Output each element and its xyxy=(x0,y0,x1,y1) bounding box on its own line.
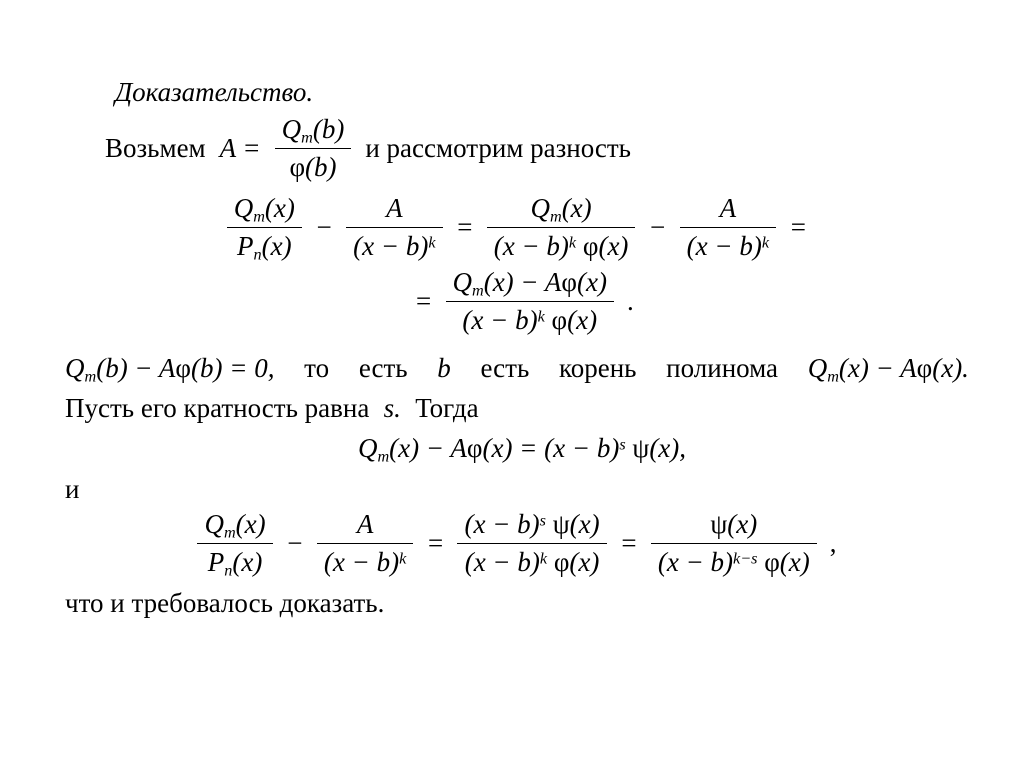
eq1-fraction-4 xyxy=(680,193,776,262)
paragraph-line-1 xyxy=(65,350,969,387)
eq4-f1-num: $Q_m(x)$ xyxy=(204,508,266,542)
eq4-fraction-3 xyxy=(457,509,606,578)
equals-operator: = xyxy=(455,212,474,243)
eq1-fraction-3 xyxy=(487,193,636,262)
word: корень xyxy=(558,353,637,384)
eq4-fraction-1 xyxy=(197,509,272,578)
eq1-f3-num: $Q_m(x)$ xyxy=(530,193,592,226)
eq4-fraction-2 xyxy=(317,509,413,578)
equals-operator: = xyxy=(414,286,433,317)
eq4-f2-num: A xyxy=(356,508,374,539)
eq4-f3-den: $(x - b)^k$ φ(x) xyxy=(457,543,606,578)
closing-text: что и требовалось доказать. xyxy=(65,587,385,618)
inline-math-s: s. xyxy=(383,392,401,423)
equals-operator: = xyxy=(619,527,638,558)
take-lhs: A = xyxy=(219,132,261,163)
word: есть xyxy=(480,353,530,384)
word: полинома xyxy=(666,353,779,384)
and-line xyxy=(65,474,969,505)
eq1-f3-den: $(x - b)^k$ φ(x) xyxy=(487,227,636,262)
equation-2 xyxy=(79,267,969,336)
take-fraction-numerator: $Q_m(b)$ xyxy=(281,113,345,147)
take-pre-text: Возьмем xyxy=(105,132,206,163)
eq1-fraction-2 xyxy=(346,193,442,262)
minus-operator: − xyxy=(648,212,667,243)
take-line xyxy=(105,110,969,186)
take-fraction xyxy=(275,114,352,183)
equals-operator: = xyxy=(789,212,808,243)
eq1-f1-den: $P_n(x)$ xyxy=(227,227,302,262)
paragraph-line-2 xyxy=(65,390,969,427)
eq1-f2-den: $(x - b)^k$ xyxy=(346,227,442,262)
and-word: и xyxy=(65,473,80,504)
inline-math-2: b xyxy=(437,353,451,384)
eq4-f4-den: $(x - b)^{k-s}$ φ(x) xyxy=(651,543,817,578)
equation-1 xyxy=(65,193,969,262)
proof-heading: Доказательство. xyxy=(115,77,314,107)
eq4-f2-den: $(x - b)^k$ xyxy=(317,543,413,578)
take-post-text: и рассмотрим разность xyxy=(365,132,631,163)
comma-punctuation: , xyxy=(829,527,837,558)
equation-4 xyxy=(65,509,969,578)
eq1-f2-num: A xyxy=(386,193,403,224)
take-fraction-denominator: φ(b) xyxy=(275,148,352,183)
eq2-fraction xyxy=(446,267,614,336)
equation-3 xyxy=(75,433,969,464)
paragraph xyxy=(65,350,969,427)
eq1-f4-den: $(x - b)^k$ xyxy=(680,227,776,262)
eq1-fraction-1 xyxy=(227,193,302,262)
eq4-f1-den: $P_n(x)$ xyxy=(197,543,272,578)
eq4-f4-num: ψ(x) xyxy=(710,508,758,539)
line2-text: Пусть его кратность равна xyxy=(65,392,370,423)
closing-line xyxy=(65,588,969,619)
word: есть xyxy=(358,353,408,384)
eq1-f4-num: A xyxy=(719,193,737,224)
equals-operator: = xyxy=(426,527,445,558)
eq2-frac-num: $Q_m(x) - A\varphi(x)$ xyxy=(452,267,607,300)
eq3-body: $Q_m(x) - A\varphi(x) = (x - b)^s$ ψ(x), xyxy=(357,432,687,466)
period-punctuation: . xyxy=(626,286,634,317)
inline-math-1: $Q_m(b) - A\varphi(b) = 0$, xyxy=(65,353,275,386)
eq4-f3-num: $(x - b)^s$ ψ(x) xyxy=(464,508,600,539)
eq2-frac-den: $(x - b)^k$ φ(x) xyxy=(446,301,614,336)
inline-math-3: $Q_m(x) - A\varphi(x)$. xyxy=(807,353,969,386)
line2-text-end: Тогда xyxy=(415,392,479,423)
minus-operator: − xyxy=(285,527,304,558)
eq1-f1-num: $Q_m(x)$ xyxy=(233,193,295,226)
eq4-fraction-4 xyxy=(651,509,817,578)
minus-operator: − xyxy=(314,212,334,243)
word: то xyxy=(304,353,330,384)
